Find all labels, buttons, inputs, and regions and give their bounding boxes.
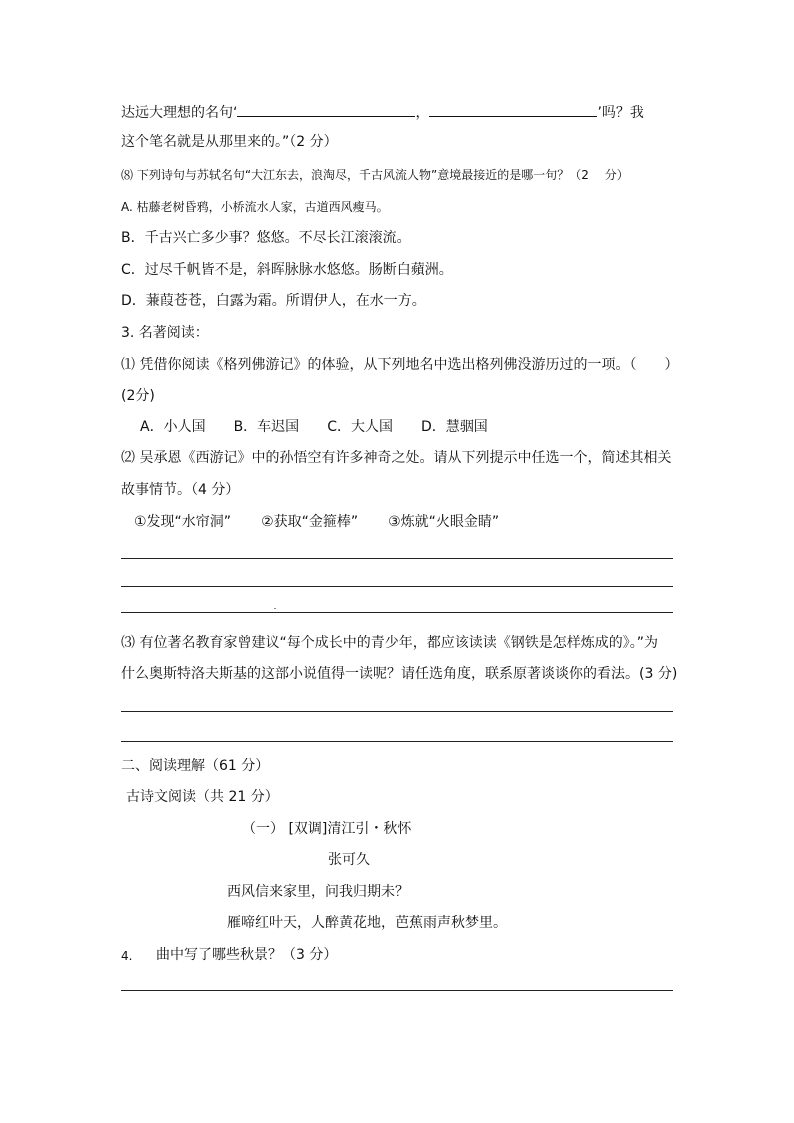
- stray-mark: [274, 608, 276, 609]
- q3-1-score: (2分): [121, 388, 155, 404]
- poem-line-2: 雁啼红叶天，人醉黄花地，芭蕉雨声秋梦里。: [227, 915, 507, 931]
- q3-1-option-a: A．小人国: [140, 419, 206, 435]
- section2-subtitle: 古诗文阅读（共 21 分）: [126, 789, 279, 805]
- q8-option-d: D．蒹葭苍苍，白露为霜。所谓伊人，在水一方。: [121, 293, 426, 309]
- poem-author: 张可久: [328, 852, 370, 868]
- answer-line[interactable]: [121, 586, 673, 587]
- answer-line[interactable]: [121, 711, 673, 712]
- q3-1-option-d: D．慧骃国: [420, 419, 488, 435]
- q3-1-option-b: B．车迟国: [233, 419, 300, 435]
- q8-option-b: B．千古兴亡多少事？悠悠。不尽长江滚滚流。: [121, 230, 411, 246]
- q3-3-stem-cont: 什么奥斯特洛夫斯基的这部小说值得一读呢？请任选角度，联系原著谈谈你的看法。(3 分): [121, 666, 678, 682]
- answer-line[interactable]: [121, 990, 673, 991]
- q3-2-hint-3: ③炼就“火眼金睛”: [388, 514, 500, 530]
- q3-2-hint-2: ②获取“金箍棒”: [261, 514, 359, 530]
- question-continuation-line2: 这个笔名就是从那里来的。”（2 分）: [121, 134, 338, 150]
- q3-2-stem-cont: 故事情节。（4 分）: [121, 482, 240, 498]
- q8-option-c: C．过尽千帆皆不是，斜晖脉脉水悠悠。肠断白蘋洲。: [121, 262, 453, 278]
- continuation-comma: ，: [415, 105, 430, 121]
- q3-1-option-c: C．大人国: [327, 419, 393, 435]
- poem-line-1: 西风信来家里，问我归期未？: [227, 884, 409, 900]
- q4-number: 4.: [121, 949, 133, 963]
- q3-title: 3. 名著阅读：: [121, 325, 209, 341]
- q8-option-a: A. 枯藤老树昏鸦，小桥流水人家，古道西风瘦马。: [121, 200, 389, 214]
- q3-1-stem: ⑴ 凭借你阅读《格列佛游记》的体验，从下列地名中选出格列佛没游历过的一项。（ ）: [121, 357, 679, 373]
- continuation-suffix: ’吗？我: [597, 105, 644, 121]
- q3-1-options: [140, 418, 488, 436]
- continuation-prefix: 达远大理想的名句‘: [121, 105, 238, 121]
- answer-line[interactable]: [121, 741, 673, 742]
- q3-2-stem: ⑵ 吴承恩《西游记》中的孙悟空有许多神奇之处。请从下列提示中任选一个，简述其相关: [121, 450, 672, 466]
- section2-title: 二、阅读理解（61 分）: [121, 758, 270, 774]
- poem-heading: （一） [双调]清江引・秋怀: [242, 821, 412, 837]
- q3-2-hint-1: ①发现“水帘洞”: [134, 514, 232, 530]
- q8-stem: ⑻ 下列诗句与苏轼名句“大江东去，浪淘尽，千古风流人物”意境最接近的是哪一句？（2 分）: [121, 168, 629, 182]
- question-continuation-line1: [121, 102, 644, 122]
- q3-2-hints: [134, 513, 499, 531]
- answer-line[interactable]: [121, 612, 673, 613]
- q3-3-stem: ⑶ 有位著名教育家曾建议“每个成长中的青少年，都应该读读《钢铁是怎样炼成的》。”为: [121, 635, 658, 651]
- q4-stem: 曲中写了哪些秋景？（3 分）: [156, 947, 338, 963]
- answer-line[interactable]: [121, 558, 673, 559]
- answer-blank-2[interactable]: [429, 102, 597, 117]
- answer-blank-1[interactable]: [237, 102, 415, 117]
